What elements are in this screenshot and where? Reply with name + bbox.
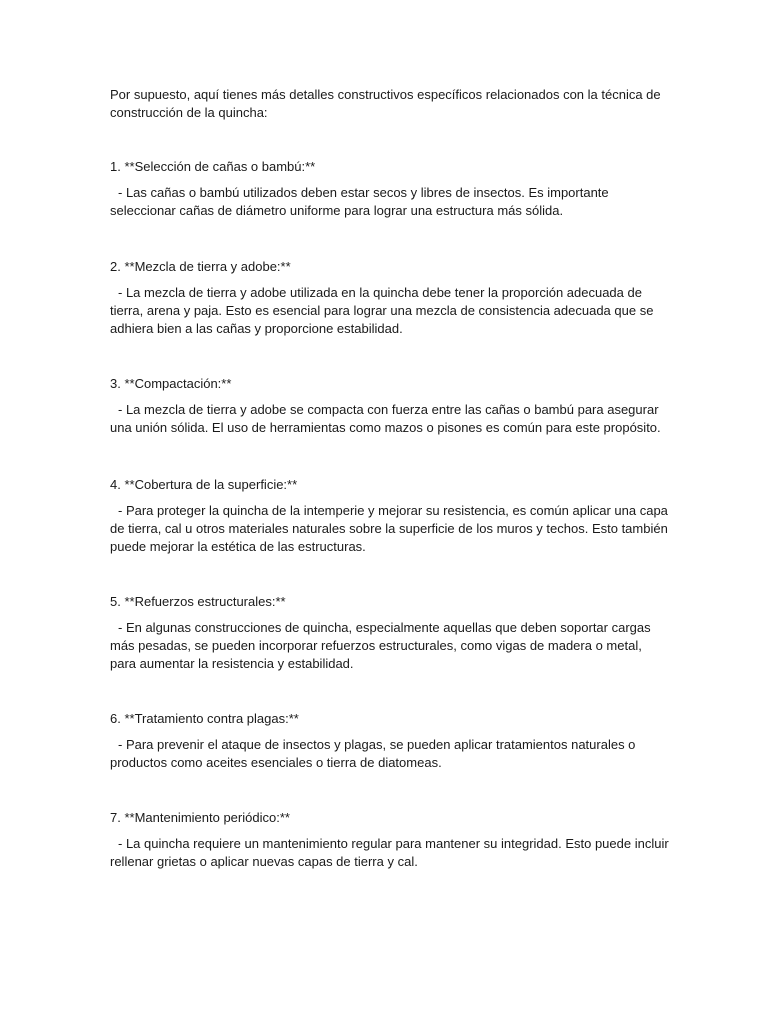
section-heading: 3. **Compactación:** (110, 376, 232, 391)
section-2 (110, 258, 670, 338)
section-body: - La mezcla de tierra y adobe utilizada en la quincha debe tener la proporción adecuada de tierra, arena y paja. Esto es esencial para lograr una mezcla de consistencia adecuada que se adhiera bien a las cañas y proporcione estabilidad. (110, 285, 654, 336)
section-7 (110, 809, 670, 871)
section-body: - La quincha requiere un mantenimiento regular para mantener su integridad. Esto puede incluir rellenar grietas o aplicar nuevas capas de tierra y cal. (110, 836, 669, 869)
section-body: - Las cañas o bambú utilizados deben estar secos y libres de insectos. Es importante seleccionar cañas de diámetro uniforme para lograr una estructura más sólida. (110, 185, 609, 218)
section-6 (110, 710, 670, 772)
section-3 (110, 375, 670, 437)
section-1 (110, 158, 670, 220)
section-heading: 1. **Selección de cañas o bambú:** (110, 159, 316, 174)
section-heading: 2. **Mezcla de tierra y adobe:** (110, 259, 291, 274)
section-body: - Para proteger la quincha de la intemperie y mejorar su resistencia, es común aplicar una capa de tierra, cal u otros materiales naturales sobre la superficie de los muros y techos. Esto también puede mejorar la estética de las estructuras. (110, 503, 668, 554)
section-5 (110, 593, 670, 673)
section-heading: 5. **Refuerzos estructurales:** (110, 594, 286, 609)
section-4 (110, 476, 670, 556)
section-body: - En algunas construcciones de quincha, especialmente aquellas que deben soportar cargas más pesadas, se pueden incorporar refuerzos estructurales, como vigas de madera o metal, para aumentar la resistencia y estabilidad. (110, 620, 651, 671)
section-heading: 4. **Cobertura de la superficie:** (110, 477, 298, 492)
intro-paragraph: Por supuesto, aquí tienes más detalles constructivos específicos relacionados con la técnica de construcción de la quincha: (110, 87, 661, 120)
section-body: - La mezcla de tierra y adobe se compacta con fuerza entre las cañas o bambú para asegurar una unión sólida. El uso de herramientas como mazos o pisones es común para este propósito. (110, 402, 661, 435)
section-heading: 7. **Mantenimiento periódico:** (110, 810, 290, 825)
section-body: - Para prevenir el ataque de insectos y plagas, se pueden aplicar tratamientos naturales o productos como aceites esenciales o tierra de diatomeas. (110, 737, 636, 770)
section-heading: 6. **Tratamiento contra plagas:** (110, 711, 299, 726)
